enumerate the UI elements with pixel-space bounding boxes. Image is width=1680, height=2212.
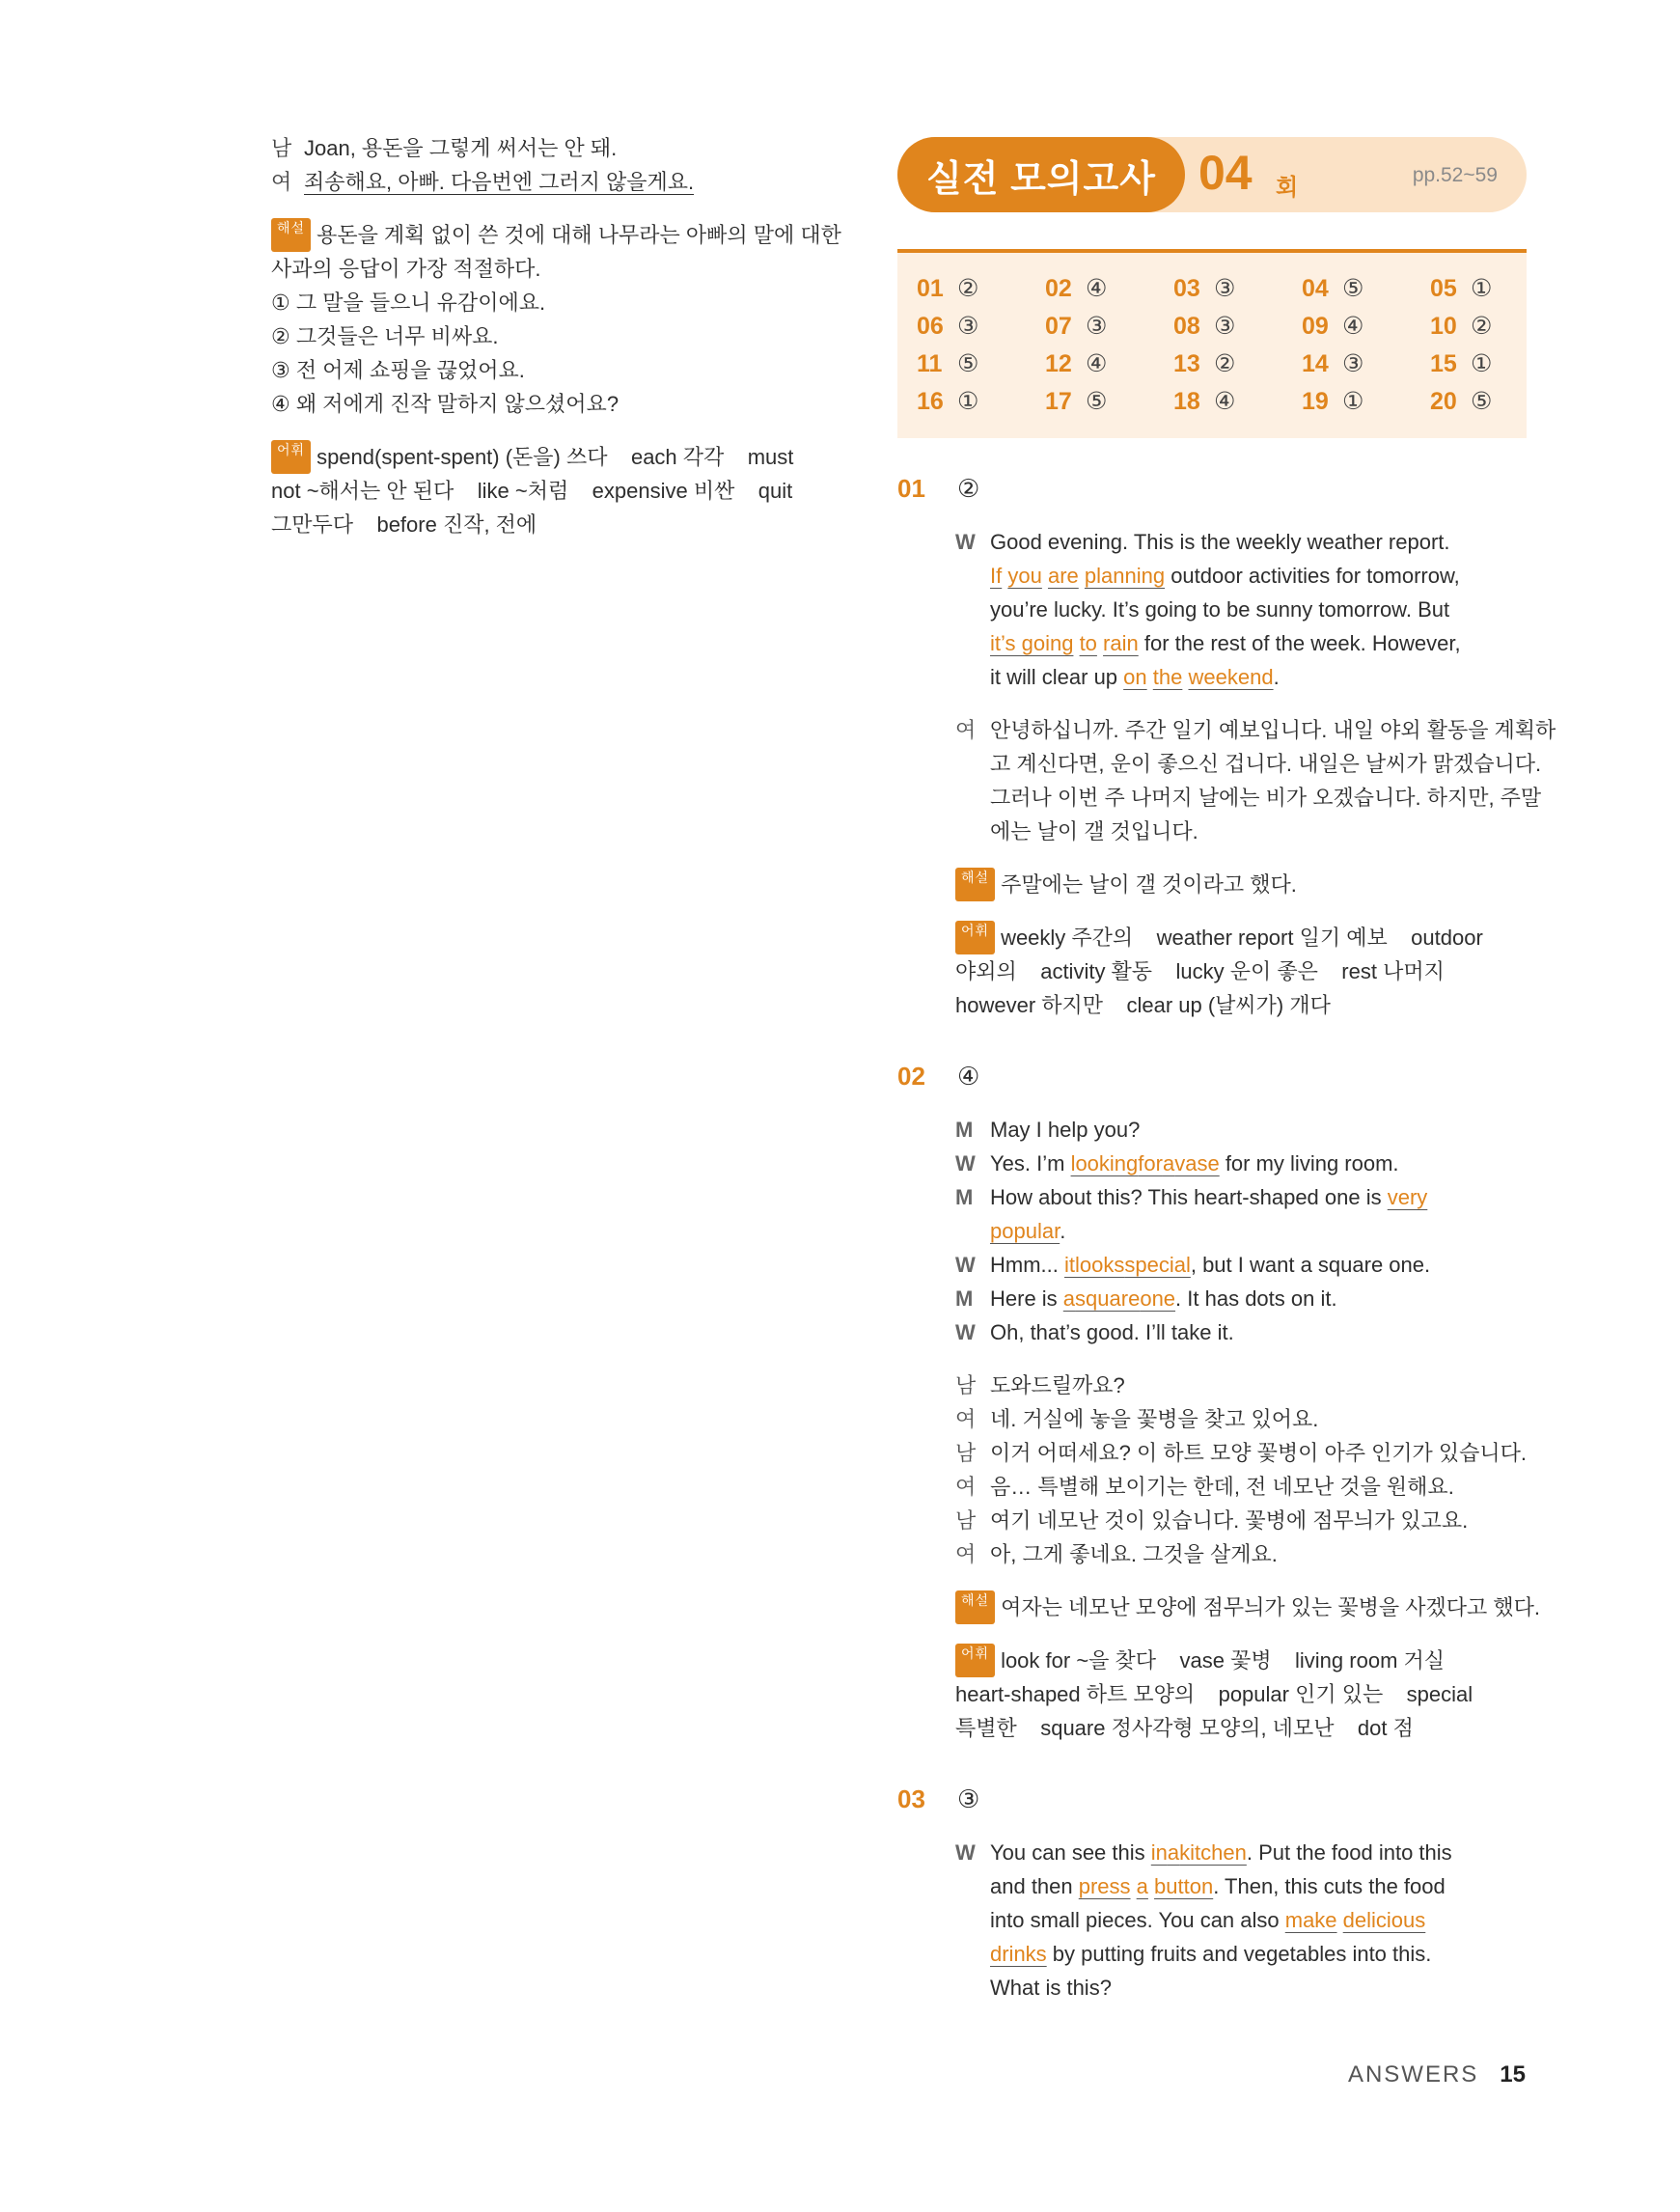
translation-line: 안녕하십니까. 주간 일기 예보입니다. 내일 야외 활동을 계획하 — [990, 718, 1556, 742]
speaker-label: 남 — [955, 1441, 977, 1465]
speaker-label: 여 — [955, 718, 977, 742]
answer-choice: ④ — [1086, 350, 1108, 377]
translation-text: 음… 특별해 보이기는 한데, 전 네모난 것을 원해요. — [990, 1475, 1454, 1499]
answer-question-number: 11 — [917, 350, 943, 377]
question-header — [897, 471, 1527, 506]
script-line — [955, 1214, 1527, 1248]
korean-translation — [955, 1369, 1527, 1571]
korean-translation — [955, 713, 1556, 848]
script-text: . — [1060, 1219, 1066, 1243]
answer-choice: ⑤ — [1342, 275, 1364, 302]
speaker-label: M — [955, 1286, 974, 1311]
header-suffix: 회 — [1276, 175, 1299, 201]
answer-question-number: 19 — [1302, 388, 1329, 415]
speaker-label: 여 — [955, 1407, 977, 1431]
blank-word: a — [1167, 1840, 1180, 1865]
answer-item — [917, 349, 1045, 379]
explanation-text: 주말에는 날이 갤 것이라고 했다. — [1001, 872, 1297, 897]
answer-choice: ③ — [957, 313, 979, 340]
speaker-label: W — [955, 1253, 976, 1277]
blank-word: it — [1064, 1253, 1075, 1277]
explanation-tag: 해설 — [955, 1590, 995, 1624]
header-number: 04 — [1198, 146, 1253, 200]
speaker-label: 여 — [271, 170, 292, 194]
translation-text: 이거 어떠세요? 이 하트 모양 꽃병이 아주 인기가 있습니다. — [990, 1441, 1528, 1465]
script-line: What is this? — [990, 1976, 1112, 2000]
answer-choice: ① — [1342, 388, 1364, 415]
answer-choice: ③ — [1214, 275, 1236, 302]
explanation-line: 사과의 응답이 가장 적절하다. — [271, 257, 541, 281]
blank-word: drinks — [990, 1942, 1047, 1966]
script-text: . — [1273, 665, 1280, 689]
answer-question-number: 07 — [1045, 313, 1072, 340]
speaker-label: 여 — [955, 1542, 977, 1566]
explanation-line: 용돈을 계획 없이 쓴 것에 대해 나무라는 아빠의 말에 대한 — [317, 223, 841, 247]
answer-choice: ③ — [1214, 313, 1236, 340]
answer-item — [1302, 387, 1430, 417]
script-line: May I help you? — [990, 1118, 1141, 1142]
translation-line — [955, 1436, 1527, 1470]
blank-word: a — [1162, 1151, 1175, 1175]
script-text: outdoor activities for tomorrow, — [1165, 564, 1460, 588]
blank-word: on — [1123, 665, 1147, 689]
blank-word: make — [1284, 1908, 1337, 1932]
left-column — [271, 131, 850, 541]
blank-word: weekend — [1188, 665, 1274, 689]
answer-item — [1045, 312, 1173, 342]
script-text: and then — [990, 1874, 1079, 1898]
question-answer: ③ — [957, 1784, 980, 1813]
script-line — [955, 559, 1527, 593]
speaker-label: W — [955, 1151, 976, 1175]
explanation-text: 여자는 네모난 모양에 점무늬가 있는 꽃병을 사겠다고 했다. — [1001, 1595, 1541, 1619]
speaker-label: 남 — [271, 136, 292, 160]
answer-question-number: 05 — [1430, 275, 1457, 302]
translation-text: 여기 네모난 것이 있습니다. 꽃병에 점무늬가 있고요. — [990, 1508, 1469, 1533]
dialogue-line — [271, 165, 850, 199]
option-line: ③ 전 어제 쇼핑을 끊었어요. — [271, 358, 525, 382]
answer-item — [1302, 274, 1430, 304]
blank-word: it’s going — [990, 631, 1074, 655]
translation-line: 에는 날이 갤 것입니다. — [990, 819, 1198, 843]
answer-item — [1173, 387, 1302, 417]
answer-question-number: 06 — [917, 313, 944, 340]
answer-choice: ⑤ — [957, 350, 979, 377]
answer-item — [1430, 274, 1558, 304]
vocab-block — [271, 440, 850, 541]
blank-word: press — [1078, 1874, 1131, 1898]
answer-choice: ② — [1214, 350, 1236, 377]
question-number: 02 — [897, 1062, 925, 1091]
script-line: Oh, that’s good. I’ll take it. — [990, 1320, 1234, 1344]
blank-word: one — [1140, 1286, 1176, 1311]
script-line — [955, 1937, 1527, 1971]
answer-item — [1173, 349, 1302, 379]
vocab-tag: 어휘 — [955, 1644, 995, 1677]
blank-word: rain — [1103, 631, 1139, 655]
vocab-line: however 하지만 clear up (날씨가) 개다 — [955, 993, 1331, 1017]
blank-word: If — [990, 564, 1003, 588]
answer-choice: ① — [1471, 275, 1493, 302]
speaker-label: 남 — [955, 1373, 977, 1397]
speaker-label: W — [955, 530, 976, 554]
question-body — [955, 525, 1556, 1022]
blank-word: to — [1079, 631, 1097, 655]
answer-choice: ④ — [1086, 275, 1108, 302]
option-line: ④ 왜 저에게 진작 말하지 않으셨어요? — [271, 392, 620, 416]
blank-word: a — [1062, 1286, 1076, 1311]
answer-question-number: 18 — [1173, 388, 1200, 415]
translation-line — [955, 1470, 1527, 1504]
script-text: Here is — [990, 1286, 1063, 1311]
question-body — [955, 1836, 1527, 2005]
blank-word: square — [1075, 1286, 1141, 1311]
script-text: it will clear up — [990, 665, 1124, 689]
answer-question-number: 20 — [1430, 388, 1457, 415]
answer-question-number: 02 — [1045, 275, 1072, 302]
answer-question-number: 17 — [1045, 388, 1072, 415]
question-header — [897, 1782, 1527, 1816]
answer-item — [917, 274, 1045, 304]
page-footer — [1348, 2061, 1526, 2088]
translation-line: 그러나 이번 주 나머지 날에는 비가 오겠습니다. 하지만, 주말 — [990, 786, 1542, 810]
dialogue-text-underlined: 죄송해요, 아빠. 다음번엔 그러지 않을게요. — [304, 170, 695, 194]
translation-line: 고 계신다면, 운이 좋으신 겁니다. 내일은 날씨가 맑겠습니다. — [990, 752, 1542, 776]
blank-word: special — [1124, 1253, 1191, 1277]
question-body — [955, 1113, 1541, 1745]
header-title: 실전 모의고사 — [897, 137, 1185, 212]
explanation-block — [955, 868, 1527, 901]
speaker-label: 남 — [955, 1508, 977, 1533]
answer-question-number: 01 — [917, 275, 944, 302]
translation-text: 도와드릴까요? — [990, 1373, 1125, 1397]
blank-word: delicious — [1342, 1908, 1426, 1932]
dialogue-line — [271, 131, 850, 165]
script-text: . Then, this cuts the food — [1213, 1874, 1446, 1898]
vocab-block — [955, 921, 1527, 1022]
vocab-line: weekly 주간의 weather report 일기 예보 outdoor — [1001, 926, 1483, 950]
translation-text: 네. 거실에 놓을 꽃병을 찾고 있어요. — [990, 1407, 1319, 1431]
answer-question-number: 16 — [917, 388, 944, 415]
dialogue-text: Joan, 용돈을 그렇게 써서는 안 돼. — [304, 136, 618, 160]
answer-item — [1045, 387, 1173, 417]
answer-question-number: 15 — [1430, 350, 1457, 377]
answer-choice: ⑤ — [1471, 388, 1493, 415]
speaker-label: W — [955, 1840, 976, 1865]
speaker-label: W — [955, 1320, 976, 1344]
script-line — [955, 1869, 1527, 1903]
speaker-label: M — [955, 1118, 974, 1142]
answer-item — [1173, 274, 1302, 304]
speaker-label: M — [955, 1185, 974, 1209]
translation-line — [955, 1537, 1527, 1571]
translation-line — [955, 1369, 1527, 1402]
script-text: by putting fruits and vegetables into this. — [1046, 1942, 1432, 1966]
answer-choice: ② — [957, 275, 979, 302]
answer-item — [1430, 387, 1558, 417]
question-answer: ② — [957, 474, 980, 503]
answer-item — [1430, 349, 1558, 379]
option-line: ② 그것들은 너무 비싸요. — [271, 324, 499, 348]
answer-choice: ④ — [1214, 388, 1236, 415]
right-column — [897, 135, 1556, 2005]
answer-item — [1173, 312, 1302, 342]
script-text: for my living room. — [1219, 1151, 1399, 1175]
test-header — [897, 135, 1527, 214]
answer-grid — [917, 274, 1558, 417]
vocab-block — [955, 1644, 1527, 1745]
blank-word: are — [1047, 564, 1079, 588]
answer-item — [917, 387, 1045, 417]
blank-word: in — [1150, 1840, 1168, 1865]
blank-word: planning — [1084, 564, 1166, 588]
translation-line — [955, 1402, 1527, 1436]
answer-question-number: 09 — [1302, 313, 1329, 340]
blank-word: the — [1152, 665, 1183, 689]
script-text: , but I want a square one. — [1190, 1253, 1431, 1277]
script-text: for the rest of the week. However, — [1138, 631, 1461, 655]
question-number: 01 — [897, 474, 925, 503]
script-text: Hmm... — [990, 1253, 1064, 1277]
answer-choice: ② — [1471, 313, 1493, 340]
page-number: 15 — [1500, 2061, 1526, 2088]
answer-item — [1302, 312, 1430, 342]
vocab-line: not ~해서는 안 된다 like ~처럼 expensive 비싼 quit — [271, 479, 793, 503]
blank-word: very — [1387, 1185, 1428, 1209]
translation-line — [955, 1504, 1527, 1537]
answer-key — [897, 249, 1527, 438]
vocab-line: 그만두다 before 진작, 전에 — [271, 512, 537, 537]
script-line: Good evening. This is the weekly weather report. — [990, 530, 1450, 554]
answer-choice: ④ — [1342, 313, 1364, 340]
script-text: You can see this — [990, 1840, 1151, 1865]
blank-word: looking — [1070, 1151, 1139, 1175]
translation-text: 아, 그게 좋네요. 그것을 살게요. — [990, 1542, 1278, 1566]
footer-label: ANSWERS — [1347, 2061, 1479, 2088]
script-text: Yes. I’m — [990, 1151, 1071, 1175]
script-line: you’re lucky. It’s going to be sunny tomorrow. But — [990, 597, 1450, 622]
blank-word: for — [1138, 1151, 1163, 1175]
explanation-tag: 해설 — [271, 218, 311, 252]
answer-question-number: 12 — [1045, 350, 1072, 377]
answer-choice: ⑤ — [1086, 388, 1108, 415]
answer-choice: ① — [1471, 350, 1493, 377]
answer-item — [1302, 349, 1430, 379]
vocab-line: 야외의 activity 활동 lucky 운이 좋은 rest 나머지 — [955, 959, 1445, 983]
answer-choice: ③ — [1342, 350, 1364, 377]
vocab-line: 특별한 square 정사각형 모양의, 네모난 dot 점 — [955, 1716, 1414, 1740]
answer-choice: ③ — [1086, 313, 1108, 340]
explanation-block — [271, 218, 850, 421]
script-text: How about this? This heart-shaped one is — [990, 1185, 1388, 1209]
blank-word: vase — [1174, 1151, 1220, 1175]
vocab-line: spend(spent-spent) (돈을) 쓰다 each 각각 must — [317, 445, 794, 469]
blank-word: looks — [1075, 1253, 1125, 1277]
blank-word: you — [1007, 564, 1042, 588]
answer-item — [1045, 274, 1173, 304]
blank-word: popular — [990, 1219, 1060, 1243]
blank-word: button — [1154, 1874, 1214, 1898]
vocab-line: heart-shaped 하트 모양의 popular 인기 있는 special — [955, 1682, 1473, 1706]
blank-word: kitchen — [1179, 1840, 1247, 1865]
question-number: 03 — [897, 1784, 925, 1813]
question-answer: ④ — [957, 1062, 980, 1091]
script-text: into small pieces. You can also — [990, 1908, 1285, 1932]
script-line — [955, 1903, 1527, 1937]
answer-question-number: 03 — [1173, 275, 1200, 302]
answer-item — [917, 312, 1045, 342]
answer-question-number: 14 — [1302, 350, 1329, 377]
question-header — [897, 1059, 1527, 1093]
answer-choice: ① — [957, 388, 979, 415]
header-pages: pp.52~59 — [1412, 164, 1498, 186]
option-line: ① 그 말을 들으니 유감이에요. — [271, 290, 546, 315]
vocab-line: look for ~을 찾다 vase 꽃병 living room 거실 — [1001, 1648, 1446, 1673]
vocab-tag: 어휘 — [271, 440, 311, 474]
answer-question-number: 04 — [1302, 275, 1329, 302]
script-text: . Put the food into this — [1246, 1840, 1452, 1865]
answer-item — [1045, 349, 1173, 379]
script-line — [955, 660, 1527, 694]
answer-item — [1430, 312, 1558, 342]
answer-question-number: 13 — [1173, 350, 1200, 377]
explanation-block — [955, 1590, 1541, 1624]
vocab-tag: 어휘 — [955, 921, 995, 954]
answer-question-number: 10 — [1430, 313, 1457, 340]
blank-word: a — [1136, 1874, 1148, 1898]
script-line — [955, 626, 1527, 660]
speaker-label: 여 — [955, 1475, 977, 1499]
answer-question-number: 08 — [1173, 313, 1200, 340]
explanation-tag: 해설 — [955, 868, 995, 901]
script-text: . It has dots on it. — [1175, 1286, 1337, 1311]
